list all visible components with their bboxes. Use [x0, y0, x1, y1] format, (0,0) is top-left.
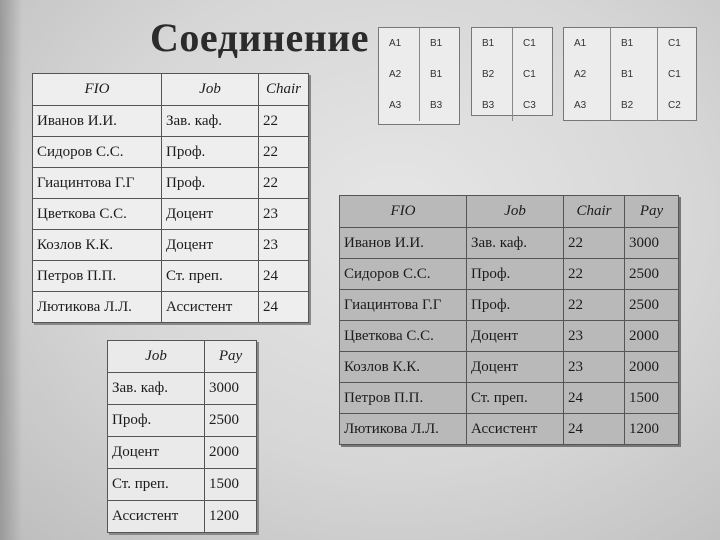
table-cell: Петров П.П.: [33, 261, 162, 292]
table-cell: Петров П.П.: [340, 383, 467, 414]
column-header: Pay: [625, 196, 679, 228]
mini-cell: C3: [513, 90, 536, 121]
mini-table-abc: [563, 27, 697, 121]
table-cell: 24: [564, 383, 625, 414]
staff-table: [32, 73, 309, 323]
mini-cell: B1: [611, 28, 658, 59]
table-cell: Доцент: [467, 352, 564, 383]
table-cell: Проф.: [162, 137, 259, 168]
table-cell: 2500: [625, 290, 679, 321]
mini-table-ab: [378, 27, 460, 125]
mini-cell: B1: [482, 38, 495, 49]
mini-row: [472, 59, 536, 90]
table-header-row: [33, 74, 309, 106]
table-row: [108, 405, 257, 437]
table-row: [33, 230, 309, 261]
column-header: FIO: [33, 74, 162, 106]
column-header: Chair: [259, 74, 309, 106]
mini-row: [379, 59, 442, 90]
mini-cell: B2: [611, 90, 658, 121]
table-cell: Доцент: [162, 230, 259, 261]
table-cell: Козлов К.К.: [33, 230, 162, 261]
table-cell: 2500: [625, 259, 679, 290]
table-row: [340, 259, 679, 290]
table-cell: Зав. каф.: [162, 106, 259, 137]
table-cell: Проф.: [467, 259, 564, 290]
table-cell: Лютикова Л.Л.: [340, 414, 467, 445]
table-cell: Гиацинтова Г.Г: [33, 168, 162, 199]
mini-cell: A1: [389, 38, 402, 49]
table-cell: 23: [564, 352, 625, 383]
table-cell: Сидоров С.С.: [340, 259, 467, 290]
table-cell: Лютикова Л.Л.: [33, 292, 162, 323]
table-cell: 1500: [625, 383, 679, 414]
column-header: Job: [467, 196, 564, 228]
table-row: [340, 383, 679, 414]
column-header: FIO: [340, 196, 467, 228]
table-cell: 3000: [205, 373, 257, 405]
table-cell: 22: [259, 168, 309, 199]
table-cell: 22: [564, 228, 625, 259]
table-cell: Иванов И.И.: [33, 106, 162, 137]
table-cell: 24: [259, 261, 309, 292]
table-row: [340, 414, 679, 445]
table-row: [340, 352, 679, 383]
table-cell: Зав. каф.: [108, 373, 205, 405]
table-cell: Ассистент: [467, 414, 564, 445]
mini-cell: A1: [574, 38, 587, 49]
table-cell: 2000: [625, 321, 679, 352]
table-cell: 2000: [625, 352, 679, 383]
table-cell: Доцент: [162, 199, 259, 230]
table-row: [33, 292, 309, 323]
table-cell: Доцент: [467, 321, 564, 352]
mini-row: [564, 90, 681, 121]
table-cell: 22: [259, 137, 309, 168]
mini-cell: B1: [611, 59, 658, 90]
page-edge-shadow: [0, 0, 22, 540]
table-cell: Козлов К.К.: [340, 352, 467, 383]
table-cell: Ассистент: [108, 501, 205, 533]
table-row: [108, 469, 257, 501]
mini-row: [472, 90, 536, 121]
table-row: [33, 106, 309, 137]
table-cell: Ст. преп.: [162, 261, 259, 292]
table-cell: 23: [259, 199, 309, 230]
mini-row: [564, 59, 681, 90]
table-cell: 22: [259, 106, 309, 137]
table-cell: 2500: [205, 405, 257, 437]
table-row: [33, 168, 309, 199]
mini-cell: A3: [389, 100, 402, 111]
table-cell: 23: [564, 321, 625, 352]
table-row: [340, 290, 679, 321]
table-cell: 1500: [205, 469, 257, 501]
column-header: Job: [162, 74, 259, 106]
table-row: [33, 261, 309, 292]
table-row: [108, 373, 257, 405]
table-cell: Цветкова С.С.: [33, 199, 162, 230]
table-cell: 1200: [205, 501, 257, 533]
mini-cell: B1: [420, 59, 443, 90]
table-row: [33, 137, 309, 168]
mini-cell: C1: [658, 28, 681, 59]
table-cell: Ассистент: [162, 292, 259, 323]
mini-row: [472, 28, 536, 59]
table-header-row: [108, 341, 257, 373]
mini-cell: C2: [658, 90, 681, 121]
mini-cell: A3: [574, 100, 587, 111]
table-cell: 23: [259, 230, 309, 261]
table-row: [340, 228, 679, 259]
mini-cell: A2: [574, 69, 587, 80]
table-row: [108, 501, 257, 533]
column-header: Job: [108, 341, 205, 373]
table-row: [340, 321, 679, 352]
mini-cell: C1: [658, 59, 681, 90]
table-cell: Проф.: [108, 405, 205, 437]
table-cell: 24: [259, 292, 309, 323]
mini-row: [564, 28, 681, 59]
table-cell: 1200: [625, 414, 679, 445]
mini-cell: B2: [482, 69, 495, 80]
table-cell: Ст. преп.: [108, 469, 205, 501]
table-cell: Зав. каф.: [467, 228, 564, 259]
table-cell: Проф.: [162, 168, 259, 199]
mini-cell: B1: [420, 28, 443, 59]
mini-cell: B3: [482, 100, 495, 111]
mini-cell: B3: [420, 90, 443, 121]
mini-row: [379, 90, 442, 121]
pay-table: [107, 340, 257, 533]
table-cell: 22: [564, 259, 625, 290]
table-row: [108, 437, 257, 469]
table-header-row: [340, 196, 679, 228]
table-cell: 22: [564, 290, 625, 321]
table-cell: Проф.: [467, 290, 564, 321]
table-cell: Доцент: [108, 437, 205, 469]
table-cell: Цветкова С.С.: [340, 321, 467, 352]
mini-cell: C1: [513, 28, 536, 59]
table-row: [33, 199, 309, 230]
joined-table: [339, 195, 679, 445]
column-header: Chair: [564, 196, 625, 228]
table-cell: Сидоров С.С.: [33, 137, 162, 168]
table-cell: Иванов И.И.: [340, 228, 467, 259]
mini-cell: C1: [513, 59, 536, 90]
mini-cell: A2: [389, 69, 402, 80]
column-header: Pay: [205, 341, 257, 373]
table-cell: Гиацинтова Г.Г: [340, 290, 467, 321]
table-cell: 2000: [205, 437, 257, 469]
mini-table-bc: [471, 27, 553, 116]
table-cell: 24: [564, 414, 625, 445]
table-cell: 3000: [625, 228, 679, 259]
table-cell: Ст. преп.: [467, 383, 564, 414]
mini-row: [379, 28, 442, 59]
page-title: Соединение: [150, 15, 370, 60]
